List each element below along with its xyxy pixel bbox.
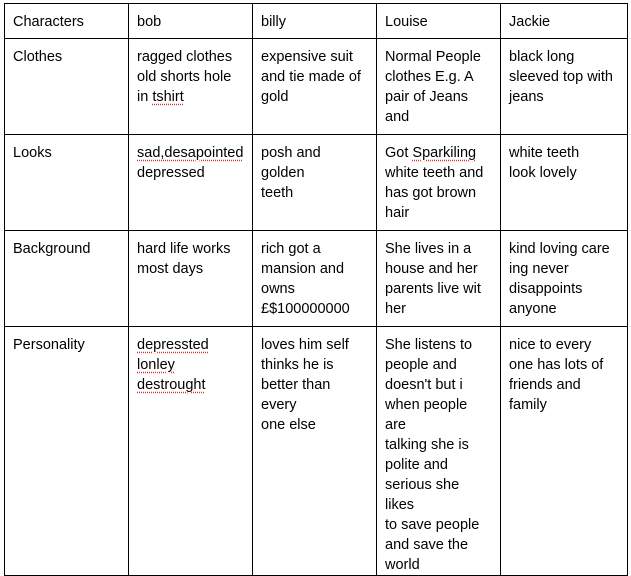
header-cell-bob: bob bbox=[129, 4, 253, 39]
cell-bob-clothes bbox=[129, 39, 253, 135]
cell-text: white teeth and has got brown hair bbox=[385, 165, 484, 221]
misspelled-word: sad,desapointed bbox=[137, 145, 244, 161]
header-cell-billy: billy bbox=[253, 4, 377, 39]
row-label-background: Background bbox=[5, 231, 129, 327]
row-label-personality: Personality bbox=[5, 327, 129, 576]
header-cell-jackie: Jackie bbox=[501, 4, 628, 39]
table-row-personality bbox=[5, 327, 628, 576]
cell-louise-clothes: Normal People clothes E.g. A pair of Jeans and bbox=[377, 39, 501, 135]
misspelled-word: lonley bbox=[137, 357, 175, 373]
cell-bob-personality bbox=[129, 327, 253, 576]
cell-jackie-clothes: black long sleeved top with jeans bbox=[501, 39, 628, 135]
cell-billy-looks: posh and golden teeth bbox=[253, 135, 377, 231]
cell-jackie-background: kind loving care ing never disappoints anyone bbox=[501, 231, 628, 327]
cell-billy-personality: loves him self thinks he is better than every one else bbox=[253, 327, 377, 576]
misspelled-word: Sparkiling bbox=[412, 145, 477, 161]
misspelled-word: destrought bbox=[137, 377, 206, 393]
cell-jackie-looks: white teeth look lovely bbox=[501, 135, 628, 231]
cell-louise-looks bbox=[377, 135, 501, 231]
cell-text: depressed bbox=[137, 165, 205, 181]
cell-louise-background: She lives in a house and her parents live wit her bbox=[377, 231, 501, 327]
cell-billy-background: rich got a mansion and owns £$100000000 bbox=[253, 231, 377, 327]
header-cell-characters: Characters bbox=[5, 4, 129, 39]
misspelled-word: depressted bbox=[137, 337, 209, 353]
cell-jackie-personality: nice to every one has lots of friends and family bbox=[501, 327, 628, 576]
cell-bob-looks bbox=[129, 135, 253, 231]
table-row-clothes bbox=[5, 39, 628, 135]
row-label-looks: Looks bbox=[5, 135, 129, 231]
table-row-looks bbox=[5, 135, 628, 231]
cell-text-prefix: Got bbox=[385, 145, 413, 161]
row-label-clothes: Clothes bbox=[5, 39, 129, 135]
table-row-background bbox=[5, 231, 628, 327]
cell-text: ragged clothes old shorts hole in bbox=[137, 49, 233, 105]
cell-bob-background: hard life works most days bbox=[129, 231, 253, 327]
character-table bbox=[4, 3, 628, 576]
header-row bbox=[5, 4, 628, 39]
cell-louise-personality: She listens to people and doesn't but i when people are talking she is polite and serious she likes to save people and save the world bbox=[377, 327, 501, 576]
misspelled-word: tshirt bbox=[152, 89, 184, 105]
cell-billy-clothes: expensive suit and tie made of gold bbox=[253, 39, 377, 135]
header-cell-louise: Louise bbox=[377, 4, 501, 39]
